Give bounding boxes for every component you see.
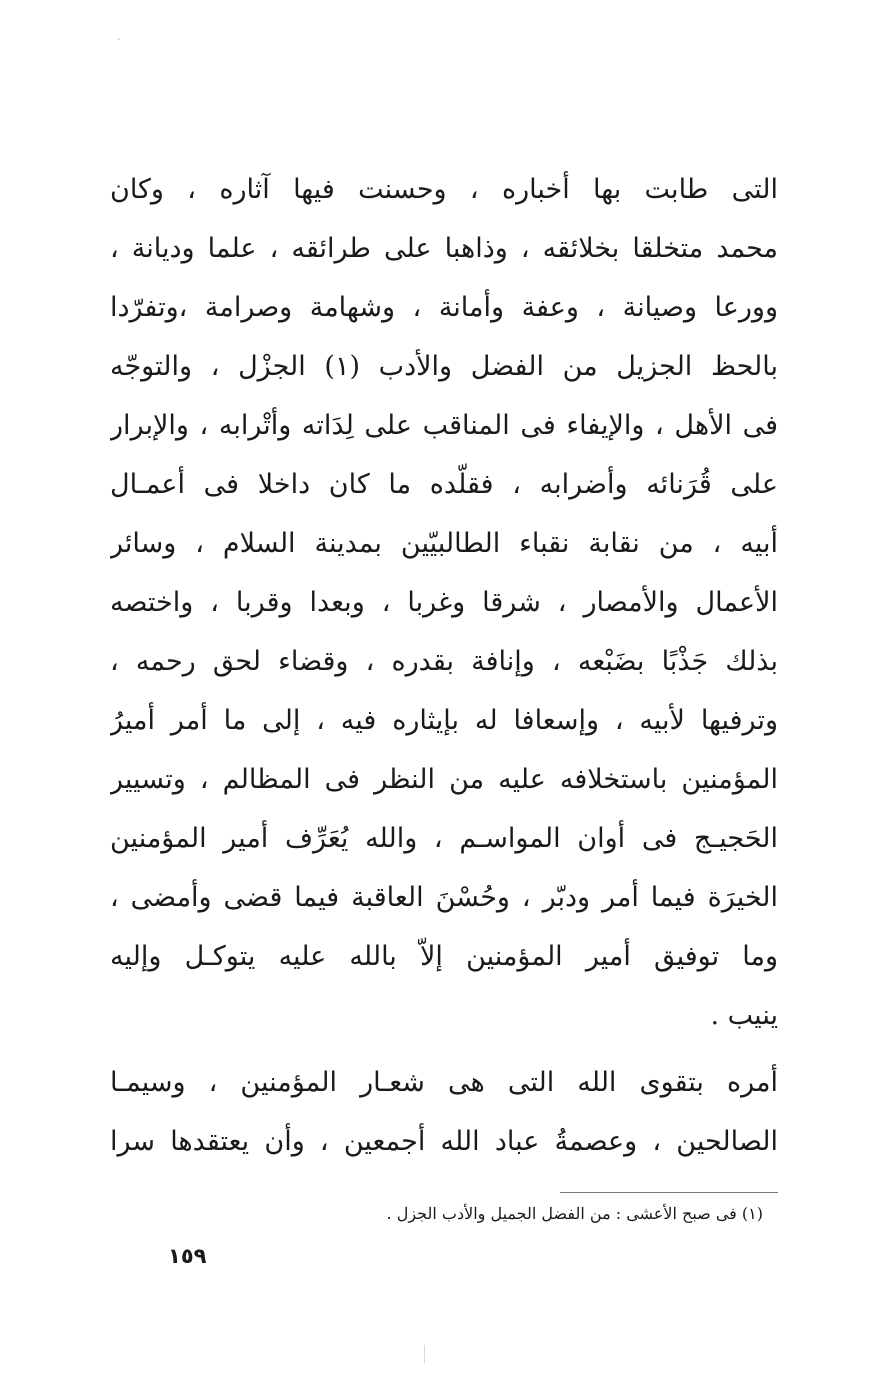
scan-mark: [424, 1345, 425, 1363]
text-line: وورعا وصيانة ، وعفة وأمانة ، وشهامة وصرامة ،وتفرّدا: [110, 292, 778, 323]
paragraph-gap: [110, 1045, 778, 1053]
main-text: [110, 160, 778, 1171]
text-line: وما توفيق أمير المؤمنين إلاّ بالله عليه يتوكـل وإليه: [110, 941, 778, 972]
text-line: وترفيها لأبيه ، وإسعافا له بإيثاره فيه ، إلى ما أمر أميرُ: [110, 705, 778, 736]
text-line: التى طابت بها أخباره ، وحسنت فيها آثاره ، وكان: [110, 174, 778, 205]
paragraph-2: [110, 1053, 778, 1171]
text-line: أبيه ، من نقابة نقباء الطالبيّين بمدينة السلام ، وسائر: [110, 528, 778, 559]
footnote-divider: [560, 1192, 778, 1193]
text-line: الحَجيـج فى أوان المواسـم ، والله يُعَرِّف أمير المؤمنين: [110, 823, 778, 854]
text-line: فى الأهل ، والإيفاء فى المناقب على لِدَاته وأتْرابه ، والإبرار: [110, 410, 778, 441]
text-line: الخيرَة فيما أمر ودبّر ، وحُسْنَ العاقبة فيما قضى وأمضى ،: [110, 882, 778, 913]
text-line: بذلك جَذْبًا بضَبْعه ، وإنافة بقدره ، وقضاء لحق رحمه ،: [110, 646, 778, 677]
text-line: بالحظ الجزيل من الفضل والأدب (١) الجزْل ، والتوجّه: [110, 351, 778, 382]
footnote: (١) فى صبح الأعشى : من الفضل الجميل والأدب الجزل .: [386, 1204, 763, 1223]
text-line: الأعمال والأمصار ، شرقا وغربا ، وبعدا وقربا ، واختصه: [110, 587, 778, 618]
text-line: ينيب .: [710, 1000, 778, 1031]
paragraph-1: [110, 160, 778, 1045]
text-line: أمره بتقوى الله التى هى شعـار المؤمنين ، وسيمـا: [110, 1067, 778, 1098]
text-line: المؤمنين باستخلافه عليه من النظر فى المظالم ، وتسيير: [110, 764, 778, 795]
scan-speck: [118, 38, 120, 40]
page-number: ١٥٩: [168, 1244, 207, 1268]
text-line: محمد متخلقا بخلائقه ، وذاهبا على طرائقه ، علما وديانة ،: [110, 233, 778, 264]
text-line: على قُرَنائه وأضرابه ، فقلّده ما كان داخلا فى أعمـال: [110, 469, 778, 500]
text-line: الصالحين ، وعصمةُ عباد الله أجمعين ، وأن يعتقدها سرا: [110, 1126, 778, 1157]
